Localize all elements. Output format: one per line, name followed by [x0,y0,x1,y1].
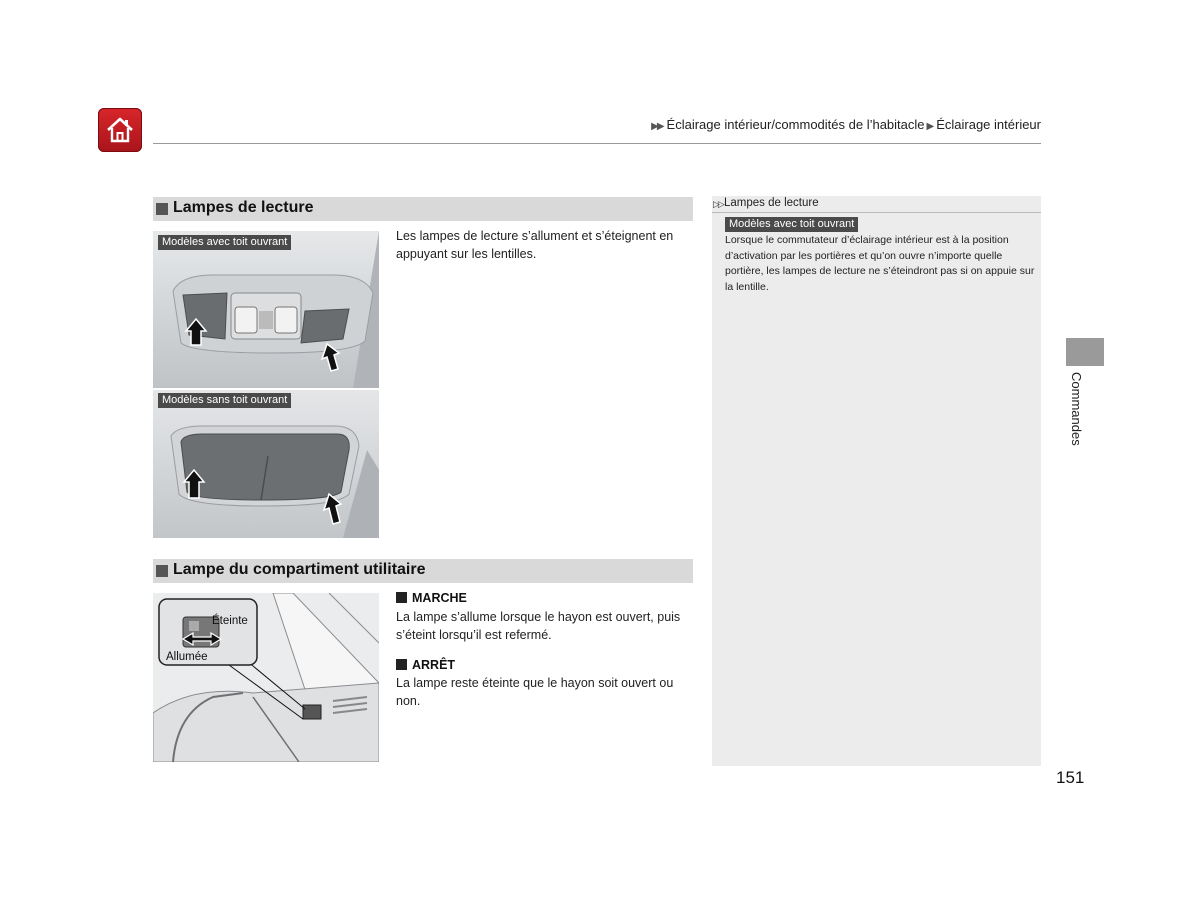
section-title: Lampes de lecture [173,199,314,216]
section-square-icon [156,565,168,577]
switch-label-on: Allumée [166,651,208,663]
switch-label-off: Éteinte [212,615,248,627]
reading-lamp-no-sunroof-image [153,390,379,538]
item-text-off: La lampe reste éteinte que le hayon soit ouvert ou non. [396,676,674,708]
home-icon [104,114,136,146]
item-text-on: La lampe s’allume lorsque le hayon est ouvert, puis s’éteint lorsqu’il est refermé. [396,610,681,642]
cargo-lamp-image [153,593,379,762]
section-square-icon [156,203,168,215]
item-heading-on: MARCHE [396,591,467,605]
home-button[interactable] [98,108,142,152]
page-number: 151 [1056,768,1085,787]
bullet-square-icon [396,659,407,670]
reading-lamp-sunroof-image [153,231,379,388]
note-model-tag: Modèles avec toit ouvrant [725,217,858,232]
section-title: Lampe du compartiment utilitaire [173,561,426,578]
section1-body-text: Les lampes de lecture s’allument et s’éteignent en appuyant sur les lentilles. [396,229,674,261]
chapter-tab-marker[interactable] [1066,338,1104,366]
breadcrumb-arrows-icon: ▶▶ [651,121,663,132]
breadcrumb-item-current[interactable]: Éclairage intérieur [936,117,1041,132]
image-tag-with-sunroof: Modèles avec toit ouvrant [158,235,291,250]
chapter-tab[interactable] [1062,372,1086,462]
section-header-reading-lamps [153,197,693,221]
section-header-cargo-lamp [153,559,693,583]
note-text: Lorsque le commutateur d’éclairage intérieur est à la position d’activation par les portières et qu’on ouvre n’importe quelle portière, les lampes de lecture ne s’éteindront pas si on appuie sur la lentille. [725,234,1035,293]
header-divider [153,143,1041,144]
breadcrumb [651,117,1041,132]
note-title[interactable]: Lampes de lecture [724,197,819,209]
chapter-tab-label: Commandes [1069,372,1084,446]
note-title-row [712,196,1041,213]
bullet-square-icon [396,592,407,603]
breadcrumb-separator-icon: ▶ [926,121,935,132]
image-tag-without-sunroof: Modèles sans toit ouvrant [158,393,291,408]
note-arrow-icon: ▷▷ [713,199,723,209]
breadcrumb-item-parent[interactable]: Éclairage intérieur/commodités de l’habitacle [666,117,925,132]
item-heading-off: ARRÊT [396,658,455,672]
